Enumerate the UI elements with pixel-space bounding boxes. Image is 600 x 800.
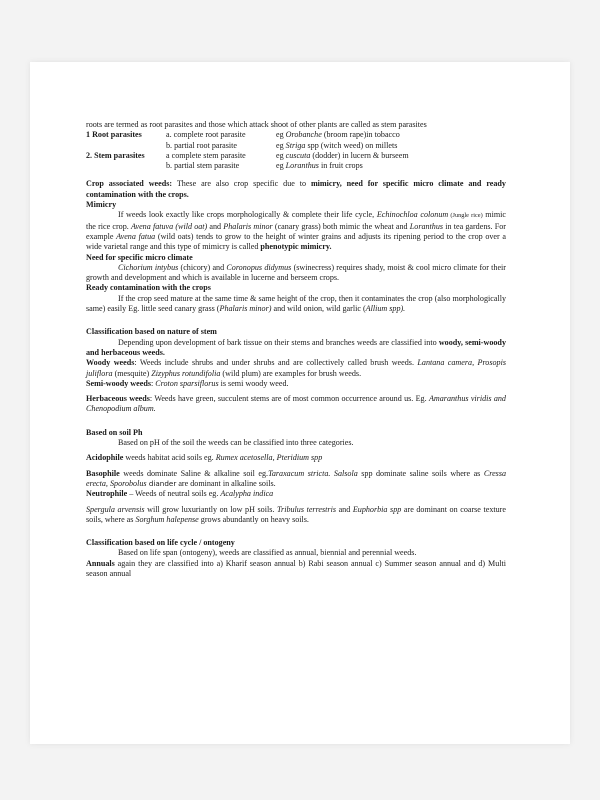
parasite-example: eg Striga spp (witch weed) on millets [276, 140, 398, 150]
table-row [86, 151, 506, 161]
parasite-type: a. complete root parasite [166, 130, 246, 140]
page-content [86, 120, 506, 579]
parasite-example: eg cuscuta (dodder) in lucern & burseem [276, 150, 409, 160]
soil-heading: Based on soil Ph [86, 427, 143, 437]
life-cycle-heading: Classification based on life cycle / ontogeny [86, 538, 235, 548]
parasite-type: b. partial stem parasite [166, 161, 240, 171]
soil-texture-paragraph: Spergula arvensis will grow luxuriantly on low pH soils. Tribulus terrestris and Euphorbia spp are dominant on coarse texture soils, where as Sorghum halepense grows abundantly on heavy soils. [86, 504, 506, 524]
parasite-group [86, 141, 166, 151]
parasite-type: b. partial root parasite [166, 140, 238, 150]
parasite-table [86, 130, 506, 171]
table-row [86, 141, 506, 151]
micro-climate-paragraph: Cichorium intybus (chicory) and Coronopus didymus (swinecress) requires shady, moist & cool micro climate for their growth and development and which is available in lucerne and berseem crops. [86, 262, 506, 283]
parasite-example: eg Loranthus in fruit crops [276, 161, 363, 171]
acidophile-paragraph: Acidophile weeds habitat acid soils eg. Rumex acetosella, Pteridium spp [86, 453, 323, 463]
parasite-group [86, 161, 166, 171]
contamination-paragraph: If the crop seed mature at the same time & same height of the crop, then it contaminates the crop (also morphologically same) easily Eg. little seed canary grass (Phalaris minor) and wild onion, wild garlic (Allium spp). [86, 293, 506, 314]
parasite-type: a complete stem parasite [166, 150, 246, 160]
basophile-paragraph: Basophile weeds dominate Saline & alkaline soil eg.Taraxacum stricta. Salsola spp dominate saline soils where as Cressa erecta, Sporobolus diander are dominant in alkaline soils. [86, 468, 507, 488]
table-row [86, 161, 506, 171]
neutrophile-paragraph: Neutrophile – Weeds of neutral soils eg. Acalypha indica [86, 489, 274, 499]
contamination-heading: Ready contamination with the crops [86, 283, 211, 293]
woody-weeds-paragraph: Woody weeds: Weeds include shrubs and under shrubs and are collectively called brush weeds. Lantana camera, Prosopis juliflora (mesquite) Zizyphus rotundifolia (wild plum) are examples for brush weeds. [86, 358, 506, 378]
intro-paragraph: roots are termed as root parasites and those which attack shoot of other plants are called as stem parasites [86, 120, 427, 129]
life-cycle-intro: Based on life span (ontogeny), weeds are classified as annual, biennial and perennial weeds. [118, 548, 417, 558]
soil-intro: Based on pH of the soil the weeds can be classified into three categories. [118, 438, 354, 448]
stem-heading: Classification based on nature of stem [86, 327, 217, 337]
parasite-group: 1 Root parasites [86, 130, 142, 140]
parasite-group: 2. Stem parasites [86, 150, 145, 160]
semi-woody-paragraph: Semi-woody weeds: Croton sparsiflorus is semi woody weed. [86, 378, 289, 388]
stem-paragraph: Depending upon development of bark tissue on their stems and branches weeds are classified into woody, semi-woody and herbaceous weeds. [86, 337, 506, 357]
herbaceous-paragraph: Herbaceous weeds: Weeds have green, succulent stems are of most common occurrence around us. Eg. Amaranthus viridis and Chenopodium album. [86, 394, 506, 414]
mimicry-heading: Mimicry [86, 200, 117, 210]
annuals-paragraph: Annuals again they are classified into a) Kharif season annual b) Rabi season annual c) Summer season annual and d) Multi season annual [86, 558, 506, 578]
crop-associated-paragraph: Crop associated weeds: These are also crop specific due to mimicry, need for specific micro climate and ready contamination with the crops. [86, 179, 506, 199]
mimicry-paragraph: If weeds look exactly like crops morphologically & complete their life cycle, Echinochloa colonum (Jungle rice) mimic the rice crop. Avena fatuva (wild oat) and Phalaris minor (canary grass) both mimic the wheat and Loranthus in tea gardens. For example Avena fatua (wild oats) tends to grow to the height of winter grains and adjusts its ripening period to the crop over a wide varietal range and this type of mimicry is called phenotypic mimicry. [86, 210, 506, 252]
micro-climate-heading: Need for specific micro climate [86, 252, 193, 262]
table-row [86, 130, 506, 140]
parasite-example: eg Orobanche (broom rape)in tobacco [276, 130, 400, 140]
